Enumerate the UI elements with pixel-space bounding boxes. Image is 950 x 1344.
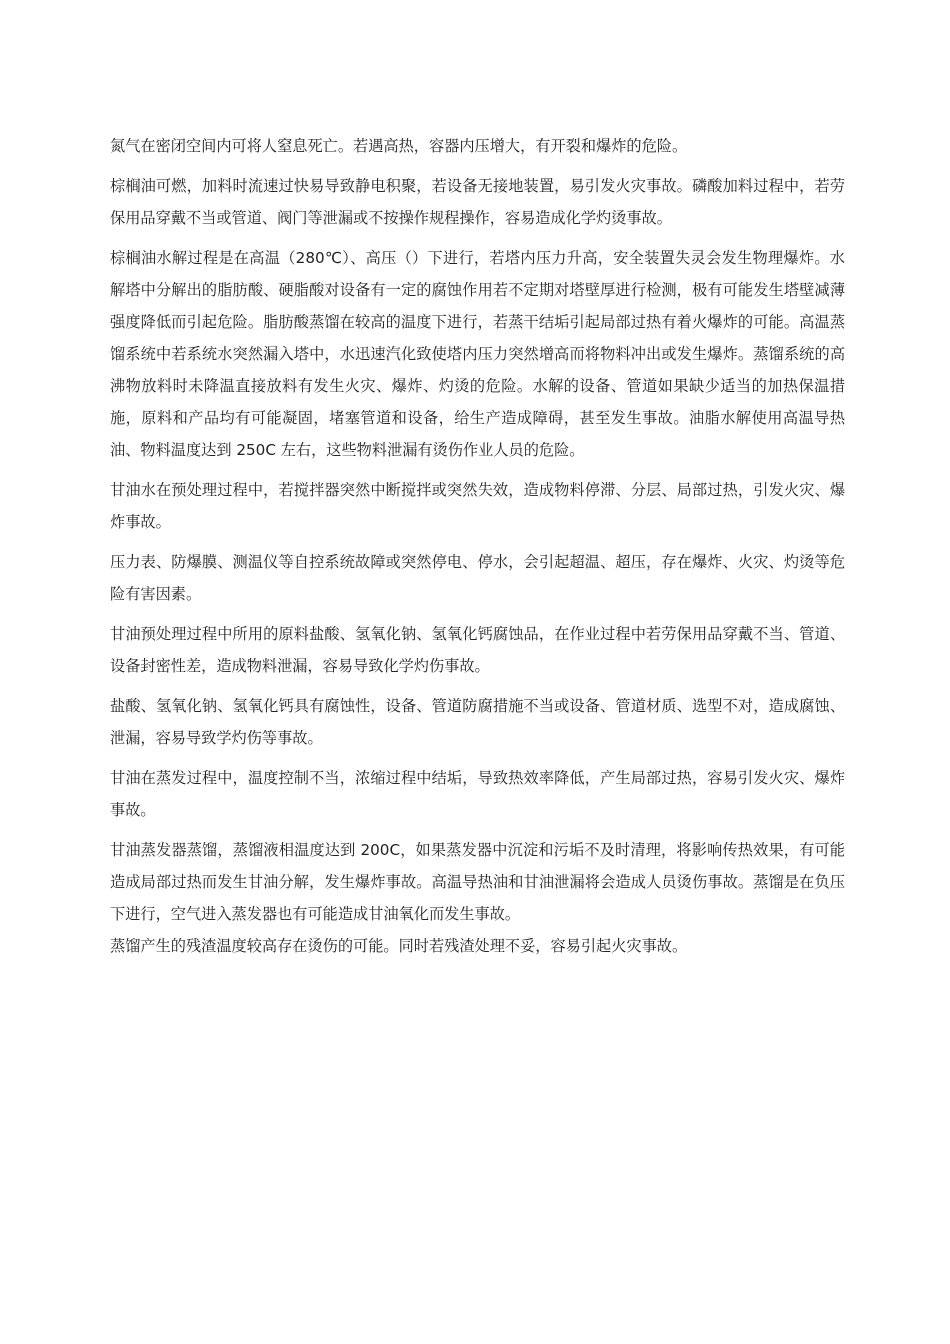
paragraph-nitrogen-hazard: 氮气在密闭空间内可将人窒息死亡。若遇高热，容器内压增大，有开裂和爆炸的危险。 [110,137,688,155]
paragraph-control-system-failure: 压力表、防爆膜、测温仪等自控系统故障或突然停电、停水，会引起超温、超压，存在爆炸、火灾、灼烫等危险有害因素。 [110,553,845,603]
paragraph-evaporation-overheat: 甘油在蒸发过程中，温度控制不当，浓缩过程中结垢，导致热效率降低，产生局部过热，容易引发火灾、爆炸事故。 [110,769,845,819]
paragraph-palm-oil-feeding: 棕榈油可燃，加料时流速过快易导致静电积聚，若设备无接地装置，易引发火灾事故。磷酸加料过程中，若劳保用品穿戴不当或管道、阀门等泄漏或不按操作规程操作，容易造成化学灼烫事故。 [110,177,845,227]
paragraph-corrosive-materials: 甘油预处理过程中所用的原料盐酸、氢氧化钠、氢氧化钙腐蚀品，在作业过程中若劳保用品穿戴不当、管道、设备封密性差，造成物料泄漏，容易导致化学灼伤事故。 [110,625,845,675]
paragraph-glycerin-water-pretreatment: 甘油水在预处理过程中，若搅拌器突然中断搅拌或突然失效，造成物料停滞、分层、局部过热，引发火灾、爆炸事故。 [110,481,845,531]
paragraph-residue-hazard: 蒸馏产生的残渣温度较高存在烫伤的可能。同时若残渣处理不妥，容易引起火灾事故。 [110,937,688,955]
document-body [110,130,845,970]
paragraph-evaporator-distillation: 甘油蒸发器蒸馏，蒸馏液相温度达到 200C，如果蒸发器中沉淀和污垢不及时清理，将影响传热效果，有可能造成局部过热而发生甘油分解，发生爆炸事故。高温导热油和甘油泄漏将会造成人员烫伤事故。蒸馏是在负压下进行，空气进入蒸发器也有可能造成甘油氧化而发生事故。 [110,841,845,923]
paragraph-corrosion-leakage: 盐酸、氢氧化钠、氢氧化钙具有腐蚀性，设备、管道防腐措施不当或设备、管道材质、选型不对，造成腐蚀、泄漏，容易导致学灼伤等事故。 [110,697,845,747]
paragraph-hydrolysis-process: 棕榈油水解过程是在高温（280℃）、高压（）下进行，若塔内压力升高，安全装置失灵会发生物理爆炸。水解塔中分解出的脂肪酸、硬脂酸对设备有一定的腐蚀作用若不定期对塔壁厚进行检测，极有可能发生塔壁减薄强度降低而引起危险。脂肪酸蒸馏在较高的温度下进行，若蒸干结垢引起局部过热有着火爆炸的可能。高温蒸馏系统中若系统水突然漏入塔中，水迅速汽化致使塔内压力突然增高而将物料冲出或发生爆炸。蒸馏系统的高沸物放料时未降温直接放料有发生火灾、爆炸、灼烫的危险。水解的设备、管道如果缺少适当的加热保温措施，原料和产品均有可能凝固，堵塞管道和设备，给生产造成障碍，甚至发生事故。油脂水解使用高温导热油、物料温度达到 250C 左右，这些物料泄漏有烫伤作业人员的危险。 [110,249,845,459]
